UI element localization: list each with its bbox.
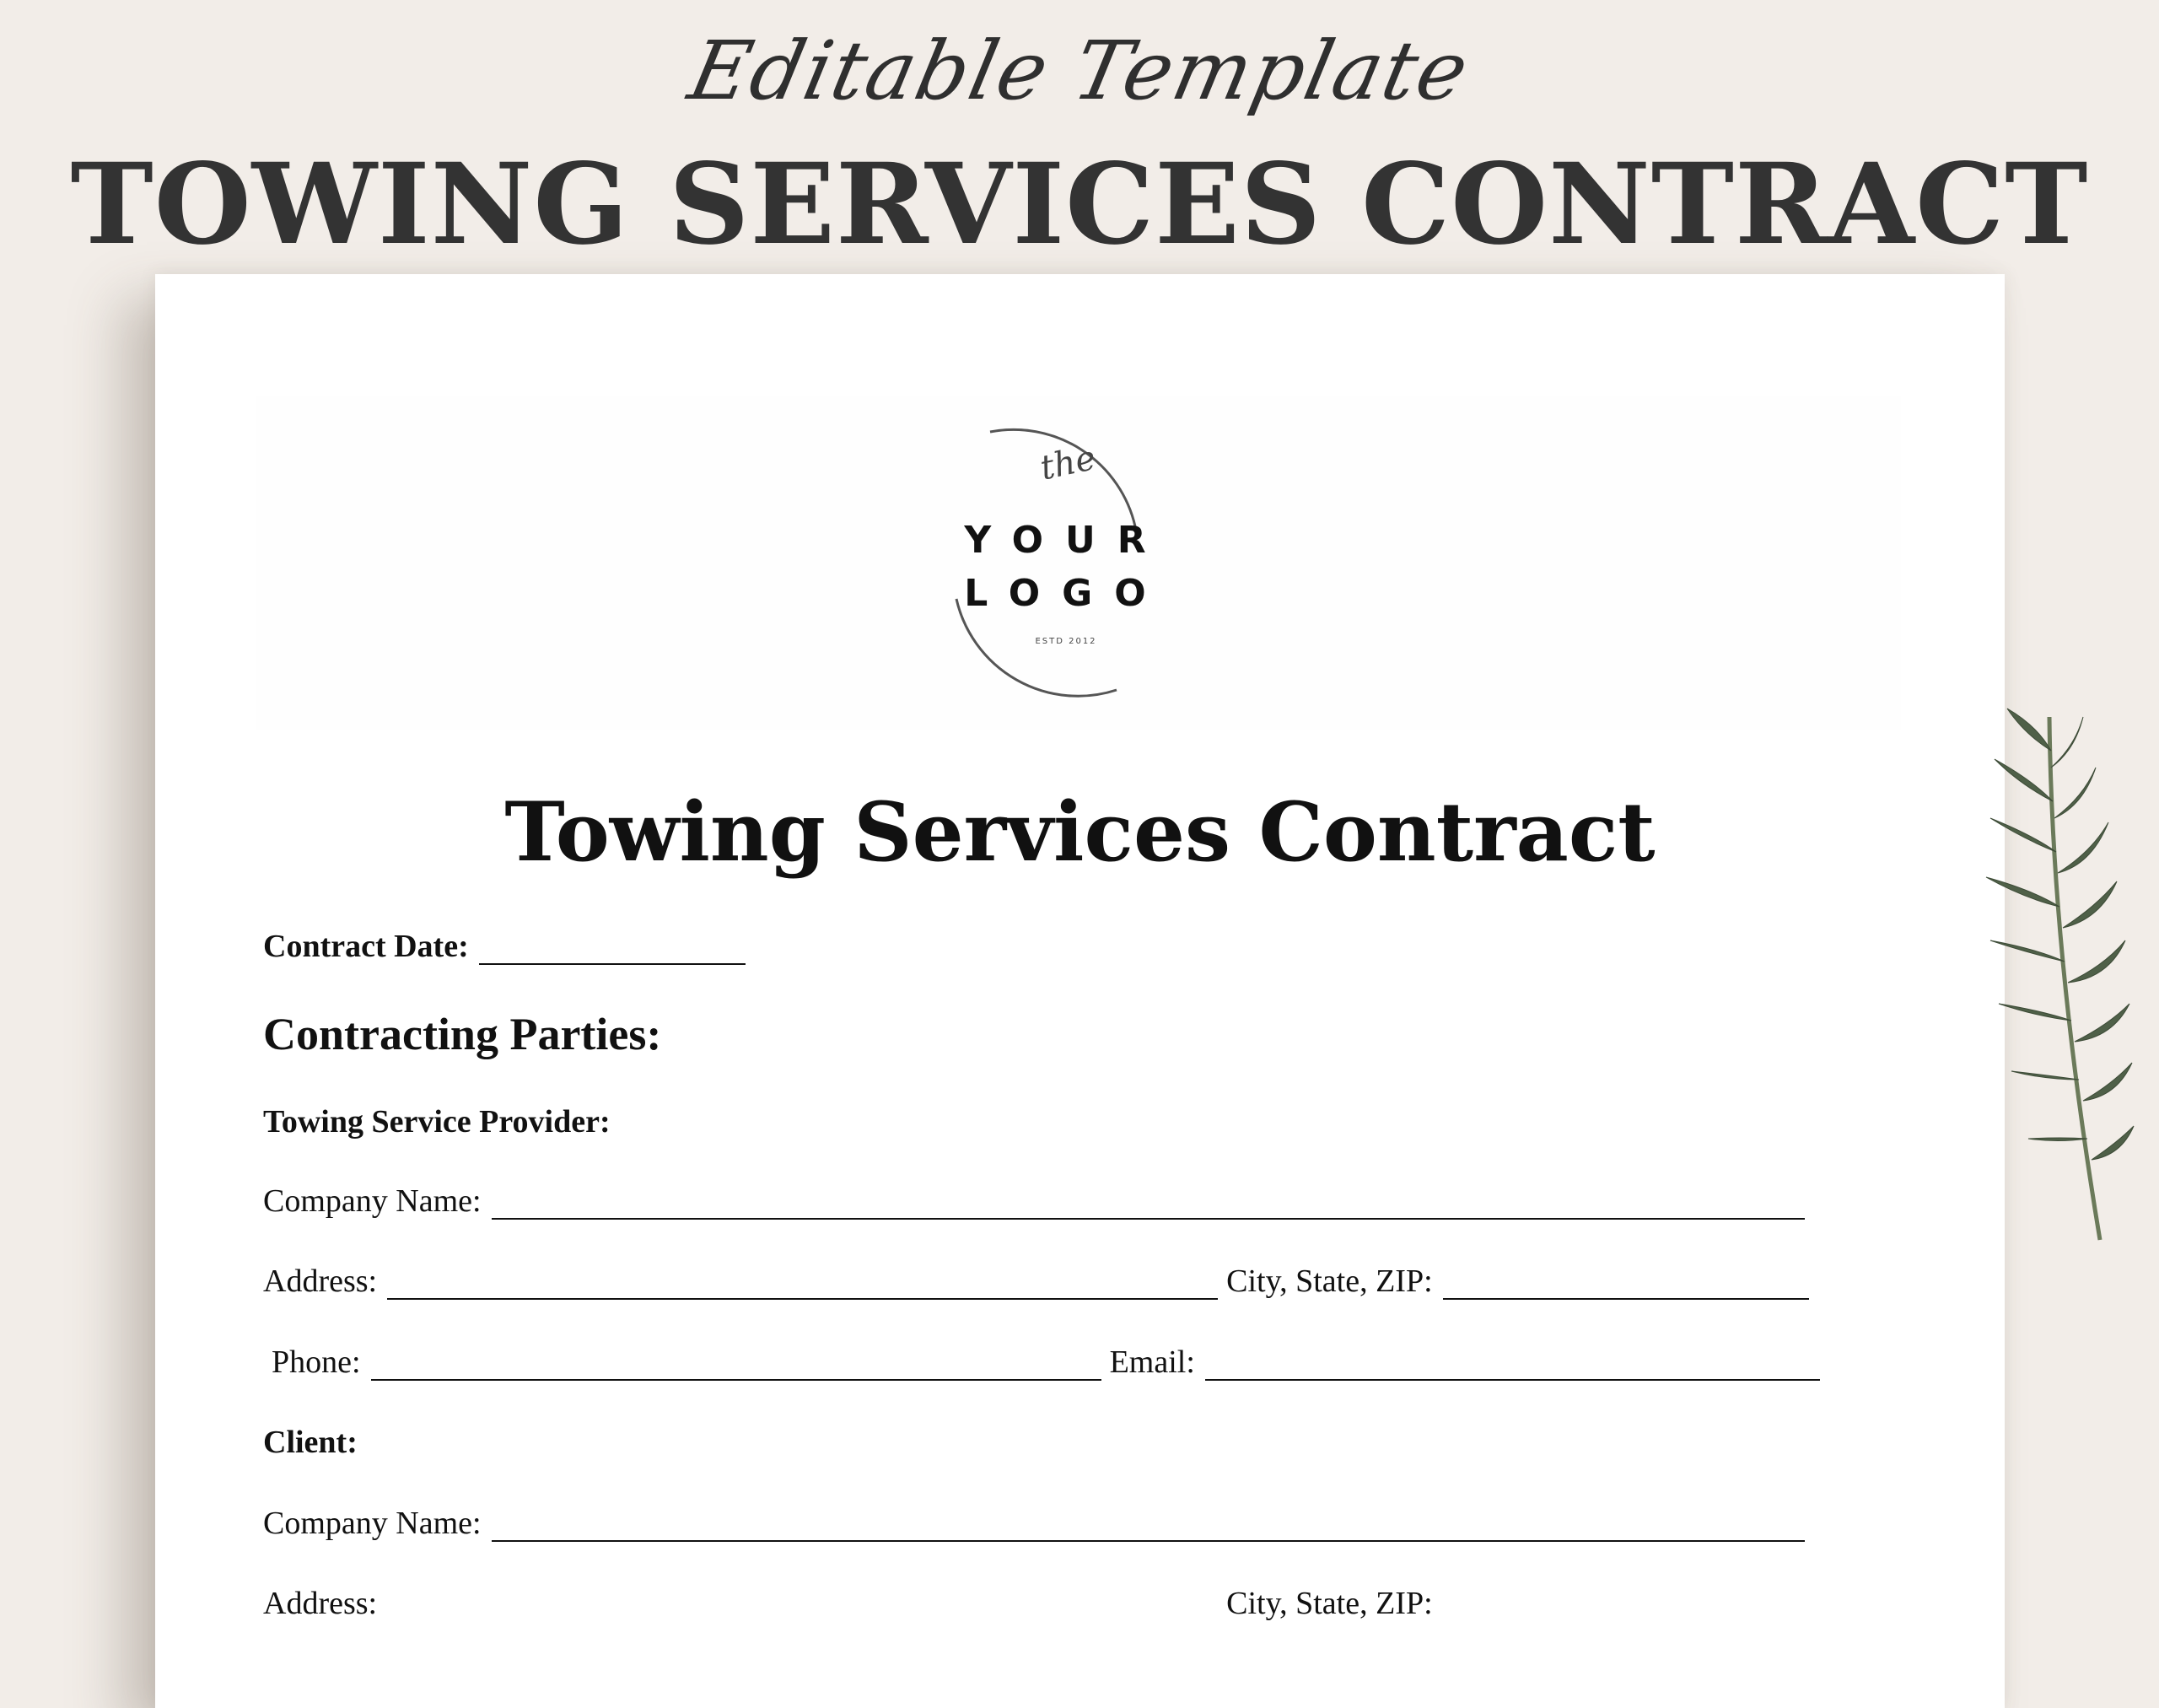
logo-established: ESTD 2012: [1035, 637, 1097, 646]
client-company-row: [263, 1505, 1813, 1542]
logo-line-logo: LOGO: [964, 572, 1168, 615]
logo-graphic: [256, 396, 1901, 730]
rosemary-sprig-decoration: [1957, 700, 2142, 1257]
provider-phone-label: Phone:: [272, 1344, 361, 1380]
provider-heading-row: [263, 1103, 611, 1140]
provider-address-field[interactable]: [387, 1268, 1218, 1300]
provider-contact-row: [272, 1344, 1828, 1381]
banner-title: TOWING SERVICES CONTRACT: [70, 139, 2089, 270]
contracting-parties-heading: Contracting Parties:: [263, 1009, 662, 1059]
provider-city-state-zip-label: City, State, ZIP:: [1226, 1263, 1433, 1299]
provider-email-label: Email:: [1109, 1344, 1195, 1380]
provider-address-row: [263, 1263, 1817, 1300]
contract-date-label: Contract Date:: [263, 929, 469, 964]
client-address-row: [263, 1585, 1433, 1622]
contract-page: [155, 274, 2005, 1708]
logo-line-your: YOUR: [964, 519, 1168, 562]
logo-placeholder[interactable]: [256, 396, 1901, 730]
client-address-label: Address:: [263, 1586, 378, 1621]
provider-company-name-field[interactable]: [492, 1188, 1805, 1220]
client-heading-row: [263, 1424, 358, 1461]
provider-company-row: [263, 1183, 1813, 1220]
editable-template-subtitle: Editable Template: [681, 24, 1478, 118]
client-company-name-field[interactable]: [492, 1510, 1805, 1542]
provider-email-field[interactable]: [1205, 1349, 1820, 1381]
provider-heading: Towing Service Provider:: [263, 1104, 611, 1140]
client-heading: Client:: [263, 1425, 358, 1460]
provider-company-name-label: Company Name:: [263, 1183, 482, 1219]
provider-address-label: Address:: [263, 1263, 378, 1299]
client-company-name-label: Company Name:: [263, 1506, 482, 1541]
client-city-state-zip-label: City, State, ZIP:: [1226, 1586, 1433, 1621]
provider-city-state-zip-field[interactable]: [1443, 1268, 1809, 1300]
document-title: Towing Services Contract: [504, 784, 1656, 880]
provider-phone-field[interactable]: [371, 1349, 1101, 1381]
logo-the-word: the: [1036, 438, 1100, 488]
contract-date-field[interactable]: [479, 933, 746, 965]
client-address-field[interactable]: [387, 1590, 1218, 1622]
contract-date-row: [263, 928, 754, 965]
